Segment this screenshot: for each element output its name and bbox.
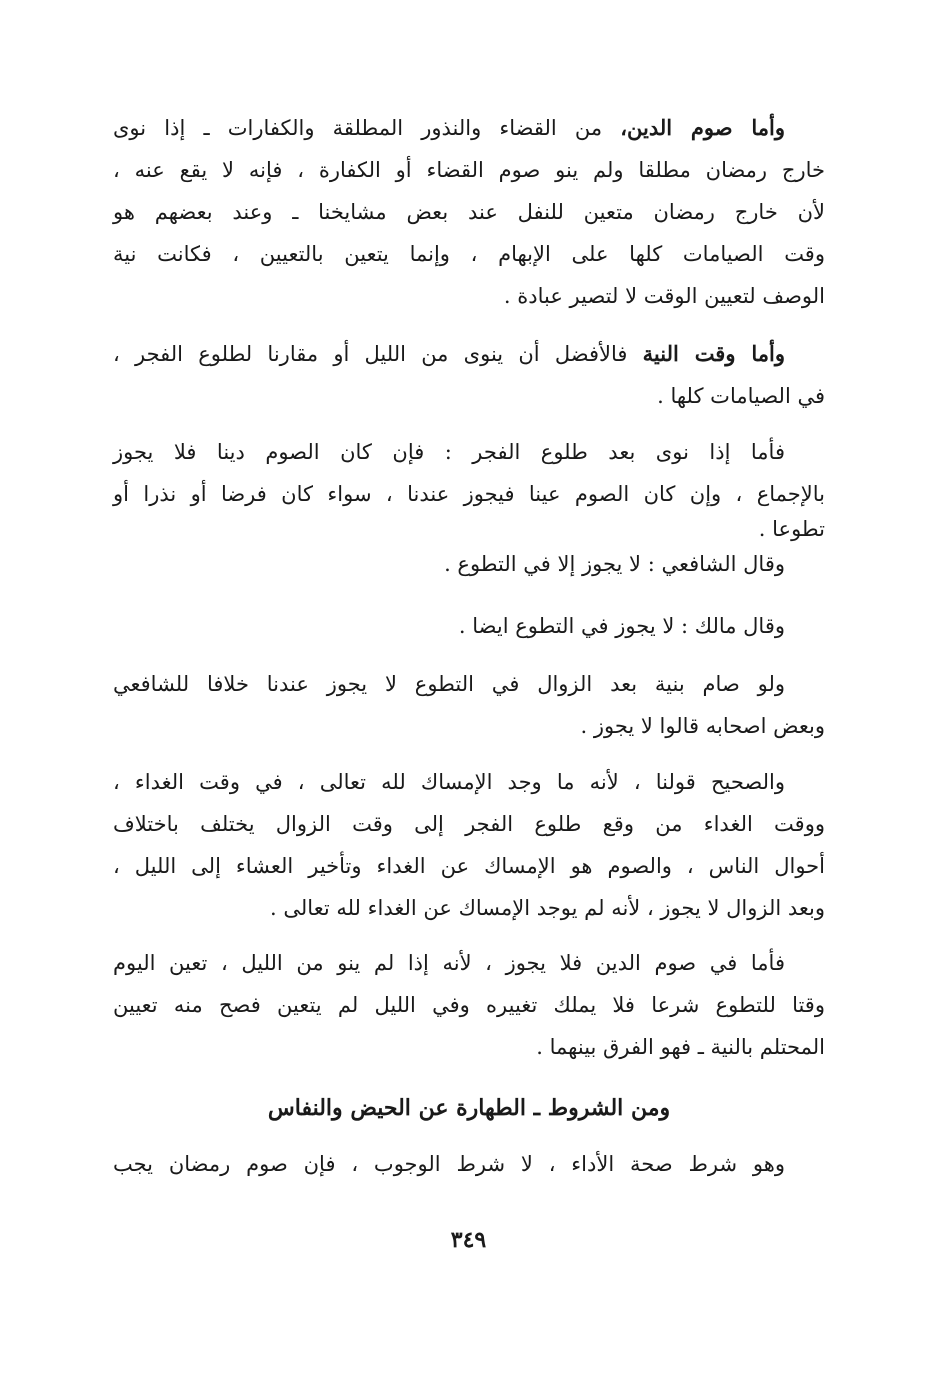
- page-number: ٣٤٩: [450, 1227, 487, 1253]
- paragraph-tahara: [113, 1143, 825, 1185]
- paragraph-sawm-al-dayn: [113, 107, 825, 317]
- text-line: وأما صوم الدين، من القضاء والنذور المطلقة والكفارات ـ إذا نوى: [113, 115, 786, 140]
- text-line: فأما إذا نوى بعد طلوع الفجر : فإن كان الصوم دينا فلا يجوز: [113, 440, 785, 464]
- text-line: فأما في صوم الدين فلا يجوز ، لأنه إذا لم ينو من الليل ، تعين اليوم: [113, 951, 785, 975]
- text-line: ووقت الغداء من وقع طلوع الفجر إلى وقت الزوال يختلف باختلاف: [113, 812, 825, 836]
- text-line: وهو شرط صحة الأداء ، لا شرط الوجوب ، فإن صوم رمضان يجب: [113, 1152, 785, 1176]
- section-heading: ومن الشروط ـ الطهارة عن الحيض والنفاس: [267, 1095, 671, 1121]
- text-line: وقال الشافعي : لا يجوز إلا في التطوع .: [444, 552, 785, 576]
- paragraph-sahih: [113, 761, 825, 929]
- text-line: وبعض اصحابه قالوا لا يجوز .: [580, 714, 825, 738]
- text-line: والصحيح قولنا ، لأنه ما وجد الإمساك لله تعالى ، في وقت الغداء ،: [113, 770, 785, 794]
- text-line: وبعد الزوال لا يجوز ، لأنه لم يوجد الإمساك عن الغداء لله تعالى .: [270, 896, 825, 920]
- paragraph-after-zawal: [113, 663, 825, 747]
- text-line: المحتلم بالنية ـ فهو الفرق بينهما .: [536, 1035, 825, 1059]
- text-line: الوصف لتعيين الوقت لا لتصير عبادة .: [503, 284, 825, 308]
- text-line: وأما وقت النية فالأفضل أن ينوى من الليل أو مقارنا لطلوع الفجر ،: [113, 341, 785, 366]
- text-line: لأن خارج رمضان متعين للنفل عند بعض مشايخنا ـ وعند بعضهم هو: [113, 200, 825, 224]
- text-line: تطوعا .: [758, 517, 825, 541]
- text-line: ولو صام بنية بعد الزوال في التطوع لا يجوز عندنا خلافا للشافعي: [113, 672, 785, 696]
- text-line: وقتا للتطوع شرعا فلا يملك تغييره وفي الليل لم يتعين فصح منه تعيين: [113, 993, 825, 1017]
- text-line: بالإجماع ، وإن كان الصوم عينا فيجوز عندنا ، سواء كان فرضا أو نذرا أو: [113, 482, 825, 506]
- lead-words: وأما وقت النية: [642, 341, 785, 366]
- paragraph-niyya-after-fajr: [113, 431, 825, 585]
- text-line: وقال مالك : لا يجوز في التطوع ايضا .: [458, 614, 785, 638]
- text-line: أحوال الناس ، والصوم هو الإمساك عن الغداء وتأخير العشاء إلى الليل ،: [113, 854, 825, 878]
- text-line: خارج رمضان مطلقا ولم ينو صوم القضاء أو الكفارة ، فإنه لا يقع عنه ،: [113, 158, 825, 182]
- paragraph-waqt-al-niyya: [113, 333, 825, 417]
- paragraph-malik: [113, 605, 825, 647]
- text-line: في الصيامات كلها .: [657, 384, 825, 408]
- lead-words: وأما صوم الدين،: [620, 115, 786, 140]
- paragraph-sawm-al-dayn-ruling: [113, 942, 825, 1068]
- text-line: وقت الصيامات كلها على الإبهام ، وإنما يتعين بالتعيين ، فكانت نية: [113, 242, 825, 266]
